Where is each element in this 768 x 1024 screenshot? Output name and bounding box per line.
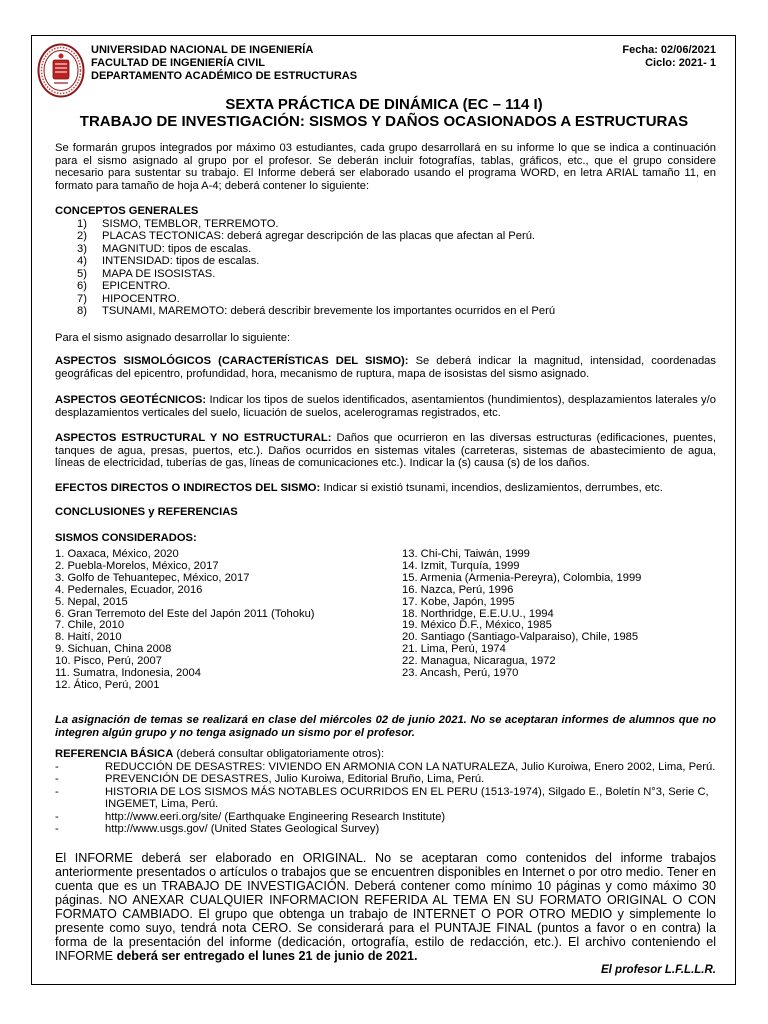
practice-title: SEXTA PRÁCTICA DE DINÁMICA (EC – 114 I)	[225, 96, 543, 113]
referencia-list	[55, 761, 716, 836]
conceptos-list	[55, 218, 716, 318]
university-name: UNIVERSIDAD NACIONAL DE INGENIERÍA	[91, 44, 314, 56]
list-item: - REDUCCIÓN DE DESASTRES: VIVIENDO EN ARMONIA CON LA NATURALEZA, Julio Kuroiwa, Enero 2002, Lima, Perú.	[55, 760, 716, 773]
date-block	[622, 44, 716, 70]
list-item: 7. Chile, 2010	[55, 619, 125, 632]
list-item: 3. Golfo de Tehuantepec, México, 2017	[55, 571, 250, 584]
list-item: - http://www.eeri.org/site/ (Earthquake Engineering Research Institute)	[55, 810, 446, 823]
university-seal-icon	[37, 43, 85, 98]
list-item: 11. Sumatra, Indonesia, 2004	[55, 667, 201, 680]
aspectos-geotecnicos: ASPECTOS GEOTÉCNICOS: Indicar los tipos de suelos identificados, asentamientos (hundimientos), desplazamientos laterales y/o desplazamientos verticales del suelo, licuación de suelos, acelerogramas registrados, etc.	[55, 394, 716, 419]
aspectos-estructurales: ASPECTOS ESTRUCTURAL Y NO ESTRUCTURAL: Daños que ocurrieron en las diversas estructuras (edificaciones, puentes, tanques de agua, presas, puertos, etc.). Daños ocurridos en sistemas vitales (carreteras, sistemas de abastecimiento de agua, líneas de electricidad, tuberías de gas, líneas de comunicaciones etc.). Indicar la (s) causa (s) de los daños.	[55, 432, 716, 469]
conceptos-heading: CONCEPTOS GENERALES	[55, 205, 199, 217]
list-item: 2. Puebla-Morelos, México, 2017	[55, 559, 219, 572]
sismos-heading: SISMOS CONSIDERADOS:	[55, 532, 197, 544]
work-title: TRABAJO DE INVESTIGACIÓN: SISMOS Y DAÑOS OCASIONADOS A ESTRUCTURAS	[79, 113, 689, 130]
department-name: DEPARTAMENTO ACADÉMICO DE ESTRUCTURAS	[91, 70, 358, 82]
list-item: 10. Pisco, Perú, 2007	[55, 655, 162, 668]
faculty-name: FACULTAD DE INGENIERÍA CIVIL	[91, 57, 265, 69]
aspectos-sismologicos: ASPECTOS SISMOLÓGICOS (CARACTERÍSTICAS DEL SISMO): Se deberá indicar la magnitud, intensidad, coordenadas geográficas del epicentro, profundidad, hora, mecanismo de ruptura, mapa de isosistas del sismo asignado.	[55, 355, 717, 380]
intro-paragraph: Se formarán grupos integrados por máximo 03 estudiantes, cada grupo desarrollará en su informe lo que se indica a continuación para el sismo asignado al grupo por el profesor. Se deberán incluir fotografías, tablas, gráficos, etc., que el grupo considere necesario para sustentar su trabajo. El Informe deberá ser elaborado usando el programa WORD, en letra ARIAL tamaño 11, en formato para tamaño de hoja A-4; deberá contener lo siguiente:	[55, 142, 716, 192]
list-item: 15. Armenia (Armenia-Pereyra), Colombia, 1999	[402, 571, 642, 584]
list-item: 2) PLACAS TECTONICAS: deberá agregar descripción de las placas que afectan al Perú.	[77, 230, 536, 242]
conceptos-section	[55, 205, 716, 318]
list-item: 8. Haití, 2010	[55, 631, 122, 644]
list-item: 3) MAGNITUD: tipos de escalas.	[77, 242, 252, 255]
sismos-column-1	[55, 549, 315, 692]
list-item: 12. Ático, Perú, 2001	[55, 678, 160, 691]
list-item: 16. Nazca, Perú, 1996	[402, 583, 514, 596]
list-item: 21. Lima, Perú, 1974	[402, 643, 506, 656]
list-item: 19. México D.F., México, 1985	[402, 619, 552, 632]
list-item: 4. Pedernales, Ecuador, 2016	[55, 583, 203, 596]
referencia-heading: REFERENCIA BÁSICA (deberá consultar obligatoriamente otros):	[55, 748, 385, 760]
conclusiones-heading: CONCLUSIONES y REFERENCIAS	[55, 506, 238, 518]
date-text: Fecha: 02/06/2021	[622, 44, 716, 56]
list-item: - http://www.usgs.gov/ (United States Geological Survey)	[55, 823, 380, 835]
list-item: 4) INTENSIDAD: tipos de escalas.	[77, 255, 260, 267]
list-item: 6) EPICENTRO.	[77, 280, 171, 292]
list-item: 5. Nepal, 2015	[55, 595, 128, 608]
list-item: 6. Gran Terremoto del Este del Japón 2011 (Tohoku)	[55, 607, 315, 620]
list-item: 1. Oaxaca, México, 2020	[55, 548, 179, 560]
list-item: 7) HIPOCENTRO.	[77, 292, 180, 305]
list-item: 13. Chi-Chi, Taiwán, 1999	[402, 548, 530, 560]
list-item: 14. Izmit, Turquía, 1999	[402, 559, 520, 572]
list-item: 8) TSUNAMI, MAREMOTO: deberá describir brevemente los importantes ocurridos en el Perú	[77, 305, 556, 317]
efectos-directos: EFECTOS DIRECTOS O INDIRECTOS DEL SISMO: Indicar si existió tsunami, incendios, deslizamientos, derrumbes, etc.	[55, 482, 663, 494]
institution-header	[91, 44, 357, 83]
cycle-text: Ciclo: 2021- 1	[645, 57, 716, 69]
list-item: 9. Sichuan, China 2008	[55, 643, 172, 656]
list-item: 20. Santiago (Santiago-Valparaiso), Chile, 1985	[402, 631, 639, 644]
list-item: - PREVENCIÓN DE DESASTRES, Julio Kuroiwa, Editorial Bruño, Lima, Perú.	[55, 773, 485, 785]
sismos-column-2	[402, 549, 641, 680]
list-item: 18. Northridge, E.E.U.U., 1994	[402, 607, 554, 620]
informe-paragraph: El INFORME deberá ser elaborado en ORIGINAL. No se aceptaran como contenidos del informe trabajos anteriormente presentados o artículos o trabajos que se encuentren disponibles en Internet o por otro medio. Tener en cuenta que es un TRABAJO DE INVESTIGACIÓN. Deberá contener como mínimo 10 páginas y como máximo 30 páginas. NO ANEXAR CUALQUIER INFORMACION REFERIDA AL TEMA EN SU FORMATO ORIGINAL O CON FORMATO CAMBIADO. El grupo que obtenga un trabajo de INTERNET O POR OTRO MEDIO y simplemente lo presente como suyo, tendrá nota CERO. Se considerará para el PUNTAJE FINAL (puntos a favor o en contra) la forma de la presentación del informe (dedicación, ortografía, estilo de redacción, etc.). El archivo conteniendo el INFORME deberá ser entregado el lunes 21 de junio de 2021.	[55, 851, 716, 963]
para-sismo-text: Para el sismo asignado desarrollar lo siguiente:	[55, 332, 291, 344]
list-item: 22. Managua, Nicaragua, 1972	[402, 655, 556, 668]
list-item: 5) MAPA DE ISOSISTAS.	[77, 267, 216, 280]
list-item: 17. Kobe, Japón, 1995	[402, 595, 515, 608]
referencia-section	[55, 748, 716, 836]
asignacion-note: La asignación de temas se realizará en clase del miércoles 02 de junio 2021. No se aceptaran informes de alumnos que no integren algún grupo y no tenga asignado un sismo por el profesor.	[55, 714, 716, 739]
list-item: - HISTORIA DE LOS SISMOS MÁS NOTABLES OCURRIDOS EN EL PERU (1513-1974), Silgado E., Boletín N°3, Serie C, INGEMET, Lima, Perú.	[55, 785, 709, 810]
list-item: 23. Ancash, Perú, 1970	[402, 667, 519, 680]
list-item: 1) SISMO, TEMBLOR, TERREMOTO.	[77, 217, 279, 230]
professor-signature: El profesor L.F.L.L.R.	[600, 964, 716, 976]
